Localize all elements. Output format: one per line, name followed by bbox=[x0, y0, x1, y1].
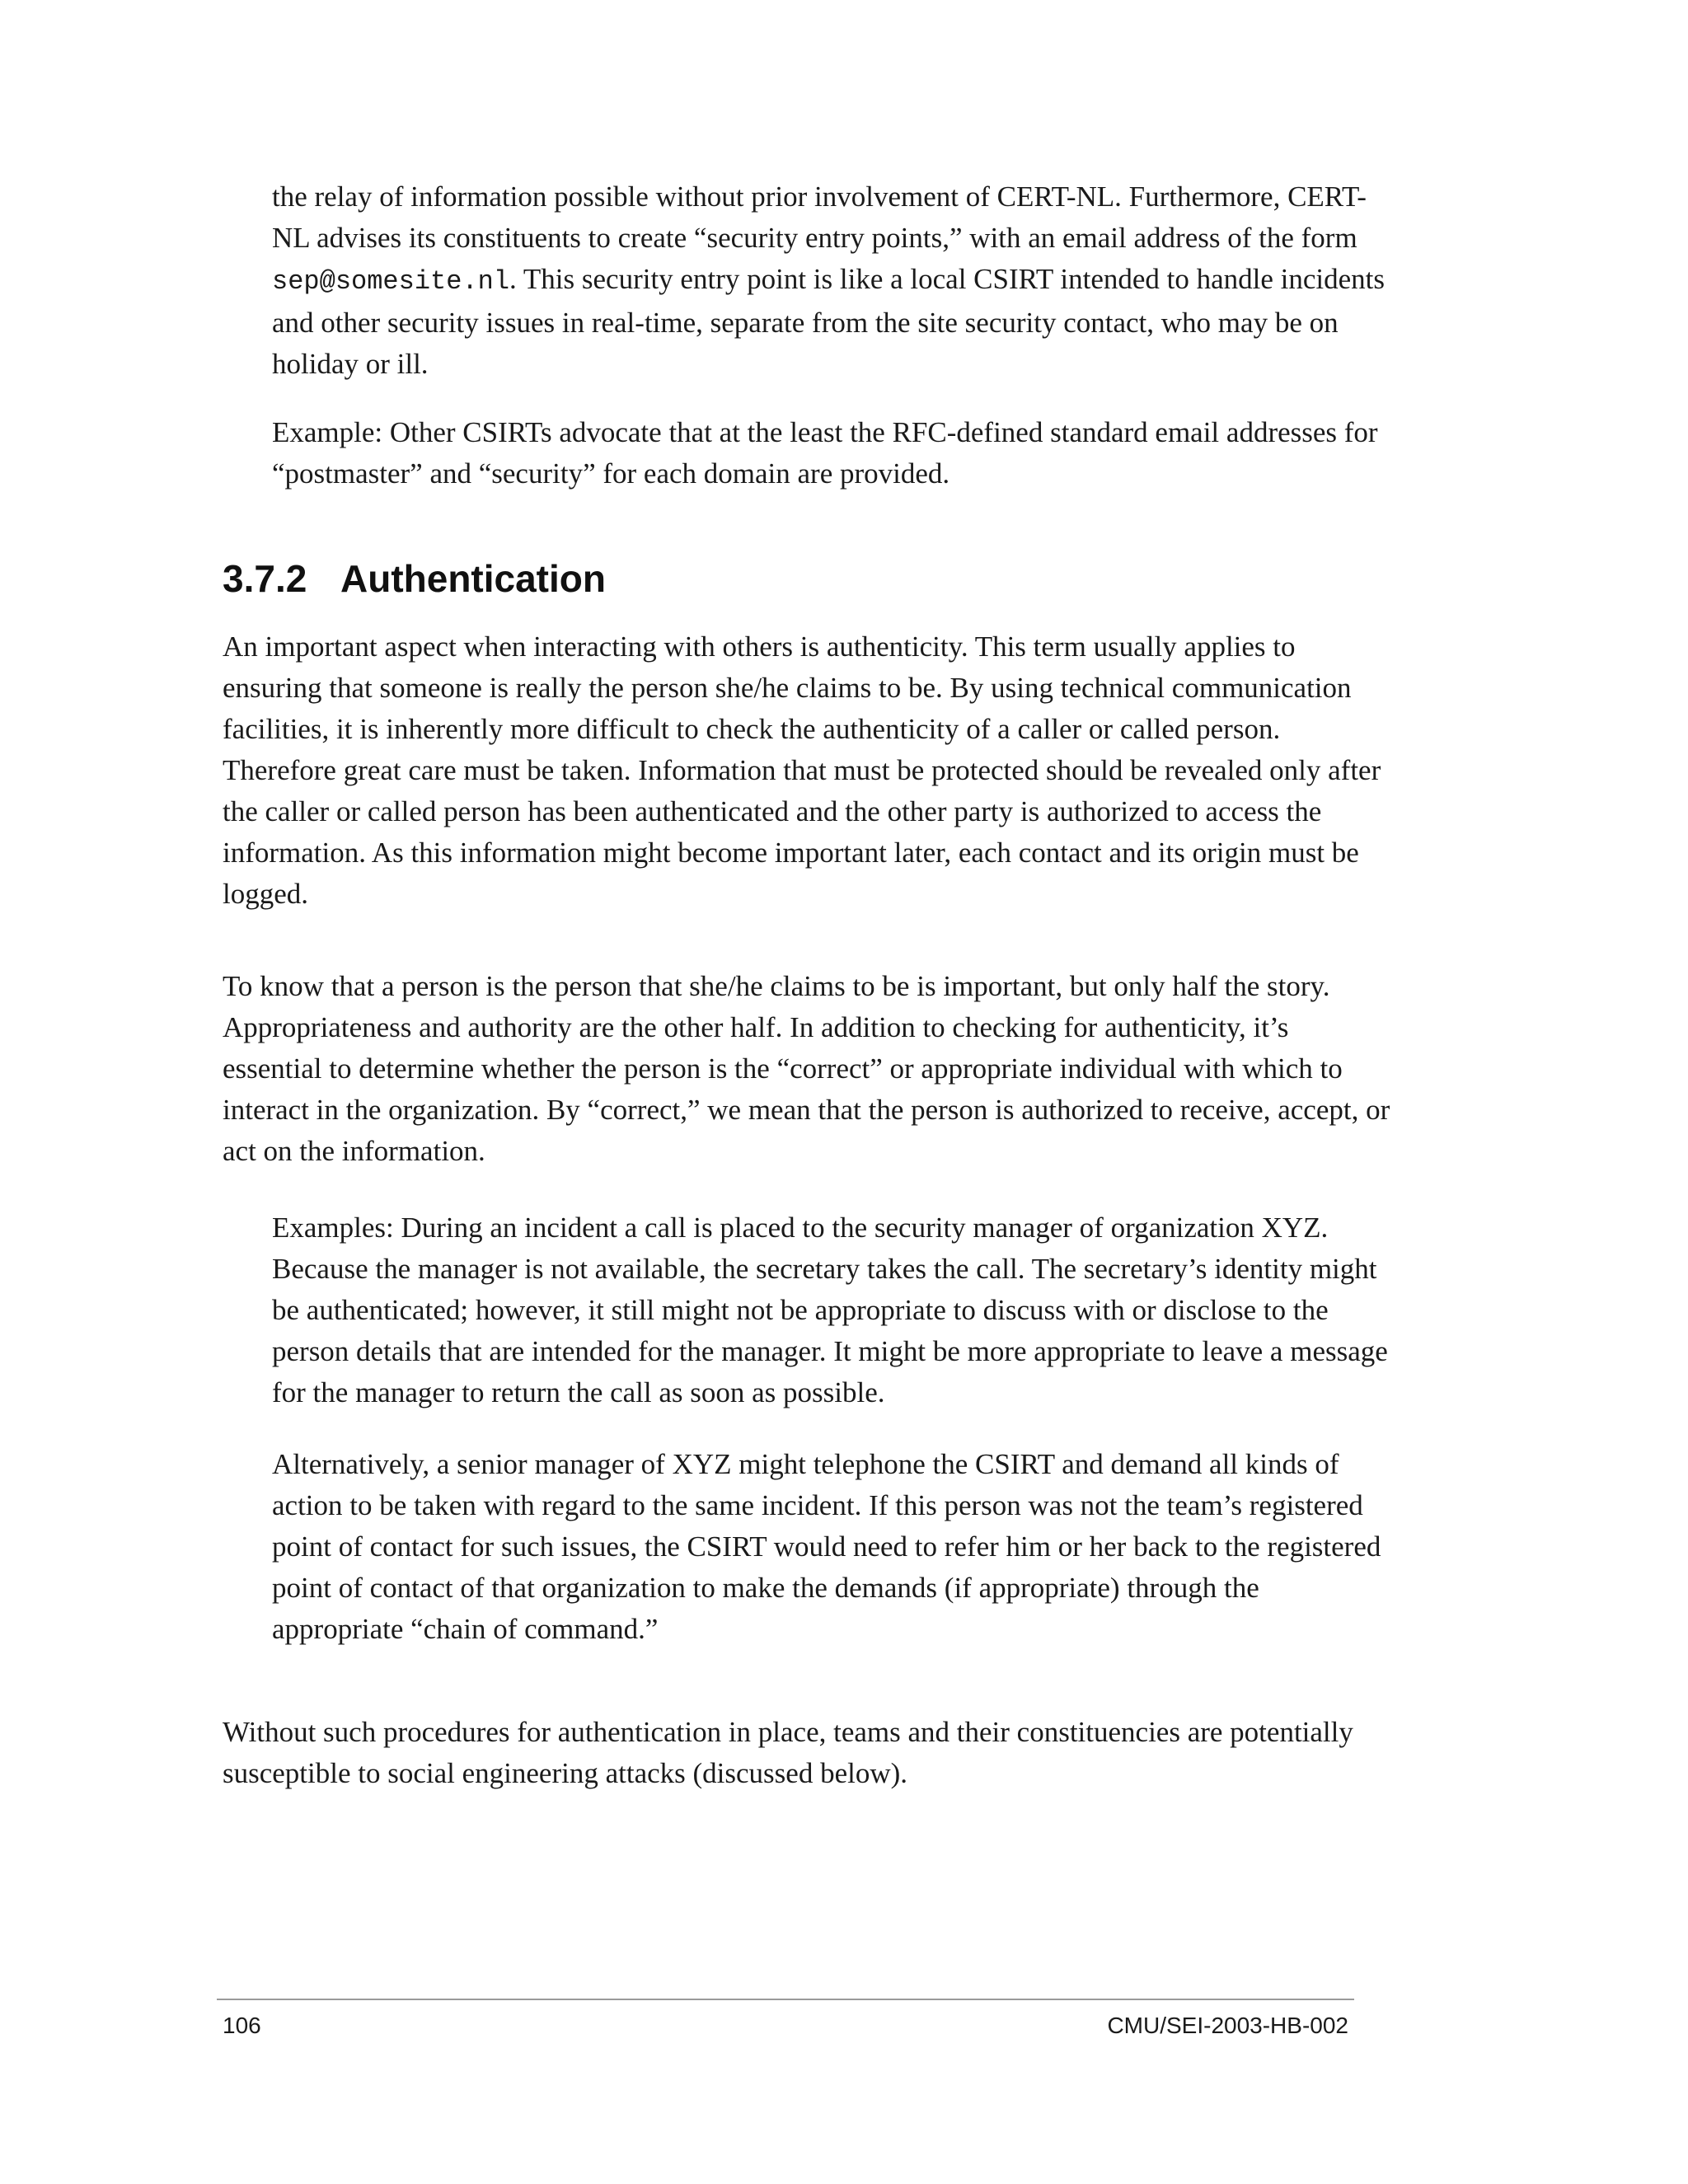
paragraph-text-before-code: the relay of information possible without prior involvement of CERT-NL. Furthermore, CERT-NL advises its constituents to create “security entry points,” with an email address of the form bbox=[272, 180, 1367, 254]
section-heading bbox=[223, 554, 606, 603]
paragraph-appropriateness: To know that a person is the person that she/he claims to be is important, but only half the story. Appropriateness and authority are the other half. In addition to checking for authenticity, it’s essential to determine whether the person is the “correct” or appropriate individual with which to interact in the organization. By “correct,” we mean that the person is authorized to receive, accept, or act on the information. bbox=[223, 970, 1390, 1167]
email-address-code: sep@somesite.nl bbox=[272, 266, 510, 297]
section-title: Authentication bbox=[340, 557, 606, 600]
paragraph-security-entry-points bbox=[272, 176, 1393, 385]
section-number: 3.7.2 bbox=[223, 557, 307, 600]
paragraph-authenticity: An important aspect when interacting with others is authenticity. This term usually applies to ensuring that someone is really the person she/he claims to be. By using technical communication facilities, it is inherently more difficult to check the authenticity of a caller or called person. Therefore great care must be taken. Information that must be protected should be revealed only after the caller or called person has been authenticated and the other party is authorized to access the information. As this information might become important later, each contact and its origin must be logged. bbox=[223, 630, 1381, 910]
paragraph-text-after-code: . This security entry point is like a local CSIRT intended to handle incidents and other security issues in real-time, separate from the site security contact, who may be on holiday or ill. bbox=[272, 263, 1386, 380]
paragraph-example-other-csirts: Example: Other CSIRTs advocate that at the least the RFC-defined standard email addresses for “postmaster” and “security” for each domain are provided. bbox=[272, 416, 1378, 490]
page-number: 106 bbox=[223, 2013, 261, 2038]
paragraph-social-engineering: Without such procedures for authentication in place, teams and their constituencies are potentially susceptible to social engineering attacks (discussed below). bbox=[223, 1716, 1353, 1789]
paragraph-examples-incident-call: Examples: During an incident a call is placed to the security manager of organization XYZ. Because the manager is not available, the secretary takes the call. The secretary’s identity might be authenticated; however, it still might not be appropriate to discuss with or disclose to the person details that are intended for the manager. It might be more appropriate to leave a message for the manager to return the call as soon as possible. bbox=[272, 1212, 1388, 1408]
document-identifier: CMU/SEI-2003-HB-002 bbox=[1107, 2013, 1348, 2038]
footer-divider bbox=[217, 1999, 1354, 2000]
paragraph-alternatively-senior-manager: Alternatively, a senior manager of XYZ might telephone the CSIRT and demand all kinds of action to be taken with regard to the same incident. If this person was not the team’s registered point of contact for such issues, the CSIRT would need to refer him or her back to the registered point of contact of that organization to make the demands (if appropriate) through the appropriate “chain of command.” bbox=[272, 1448, 1381, 1645]
